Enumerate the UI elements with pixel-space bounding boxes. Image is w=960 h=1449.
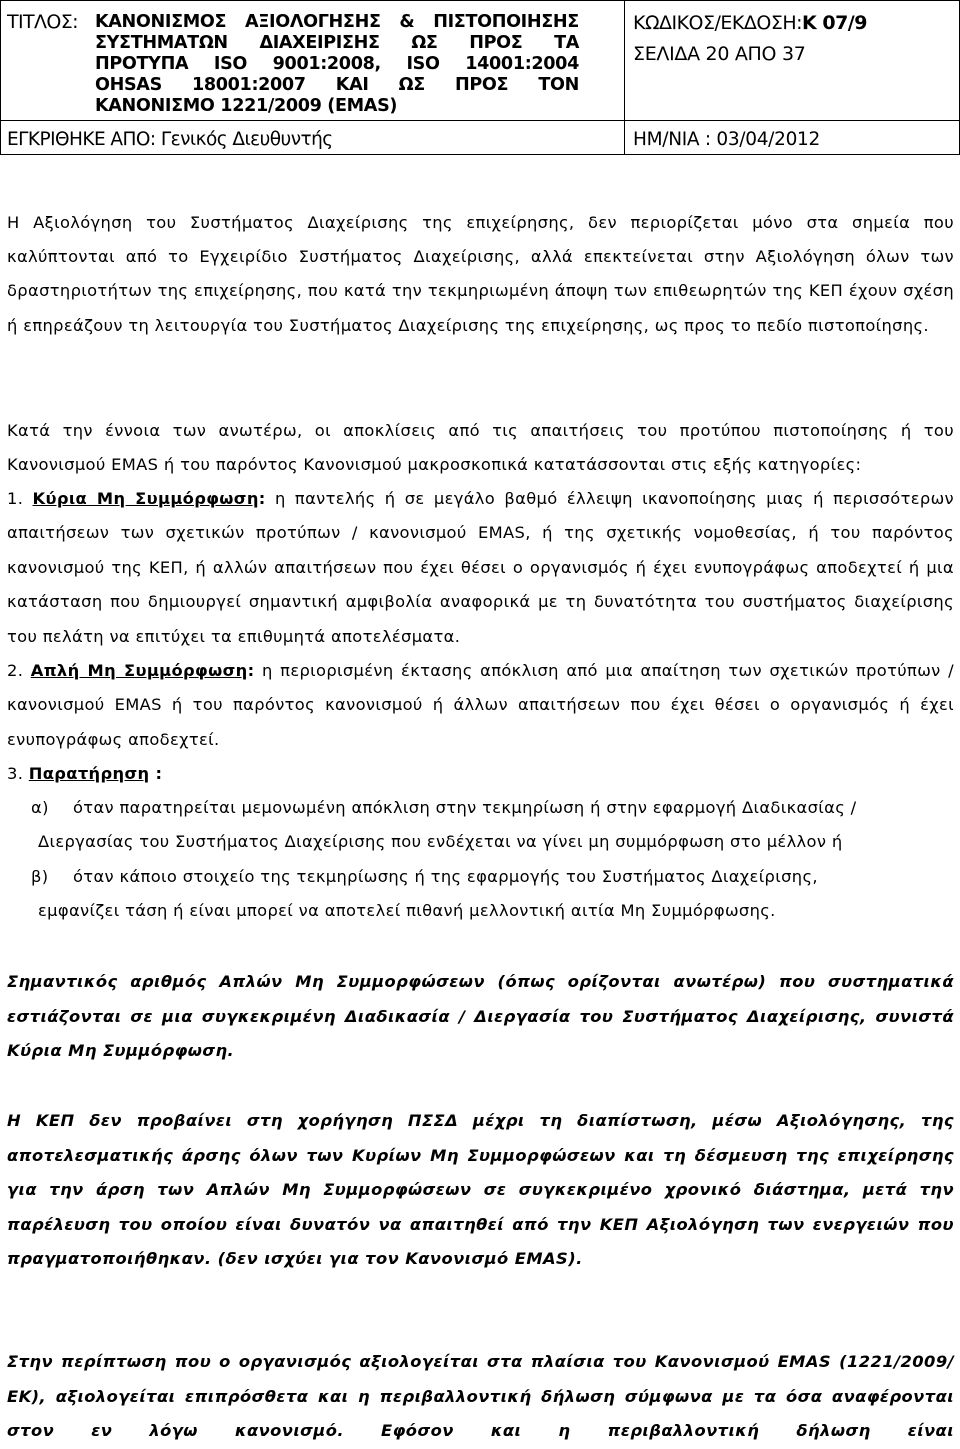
- title-word: ΤΑ: [554, 33, 579, 53]
- case-a-label: α): [31, 798, 49, 817]
- item-term: Παρατήρηση: [28, 764, 150, 783]
- case-b-label: β): [31, 867, 49, 886]
- observation-case-a: [31, 791, 954, 860]
- item-term: Κύρια Μη Συμμόρφωση: [32, 489, 259, 508]
- title-word: 9001:2008,: [272, 54, 381, 74]
- header-left-border: [0, 0, 1, 155]
- title-word: ISO: [406, 54, 440, 74]
- title-word: ΩΣ: [398, 75, 425, 95]
- item-observation: [7, 757, 954, 791]
- paragraph-certificate-issuance: Η ΚΕΠ δεν προβαίνει στη χορήγηση ΠΣΣΔ μέχρι τη διαπίστωση, μέσω Αξιολόγησης, της αποτελεσματικής άρσης όλων των Κυρίων Μη Συμμορφώσεων και τη δέσμευση της επιχείρησης για την άρση των Απλών Μη Συμμορφώσεων σε συγκεκριμένο χρονικό διάστημα, μετά την παρέλευση του οποίου είναι δυνατόν να απαιτηθεί από την ΚΕΠ Αξιολόγηση των ενεργειών που πραγματοποιήθηκαν. (δεν ισχύει για τον Κανονισμό EMAS).: [7, 1111, 954, 1269]
- page-info: ΣΕΛΙΔΑ 20 ΑΠΟ 37: [633, 43, 806, 65]
- title-word: ΠΡΟΣ: [469, 33, 523, 53]
- document-date: ΗΜ/ΝΙΑ : 03/04/2012: [633, 129, 820, 150]
- title-word: ΑΞΙΟΛΟΓΗΣΗΣ: [244, 12, 381, 32]
- document-code: [633, 13, 867, 34]
- item-minor-nonconformity: [7, 654, 954, 757]
- code-value: Κ 07/9: [802, 12, 867, 34]
- case-b-line-1: [31, 860, 954, 894]
- title-line-5: [95, 96, 579, 117]
- title-word: ΤΟΝ: [538, 75, 579, 95]
- title-word: ΚΑΝΟΝΙΣΜΟΣ: [95, 12, 227, 32]
- title-word: ΠΙΣΤΟΠΟΙΗΣΗΣ: [433, 12, 579, 32]
- paragraph-evaluation-scope: Η Αξιολόγηση του Συστήματος Διαχείρισης της επιχείρησης, δεν περιορίζεται μόνο στα σημεία που καλύπτονται από το Εγχειρίδιο Συστήματος Διαχείρισης, αλλά επεκτείνεται στην Αξιολόγηση όλων των δραστηριοτήτων της επιχείρησης, που κατά την τεκμηριωμένη άποψη των επιθεωρητών της ΚΕΠ έχουν σχέση ή επηρεάζουν τη λειτουργία του Συστήματος Διαχείρισης της επιχείρησης, ως προς το πεδίο πιστοποίησης.: [7, 213, 954, 335]
- document-title: [95, 12, 579, 117]
- title-word: 18001:2007: [191, 75, 306, 95]
- title-word: ΠΡΟΤΥΠΑ: [95, 54, 189, 74]
- title-line-2: [95, 33, 579, 54]
- header-column-divider: [624, 0, 625, 155]
- title-word: ISO: [213, 54, 247, 74]
- title-word: &: [399, 12, 415, 32]
- item-number: 1.: [7, 489, 24, 508]
- item-colon: :: [247, 661, 255, 680]
- case-b-text: όταν κάποιο στοιχείο της τεκμηρίωσης ή της εφαρμογής του Συστήματος Διαχείρισης,: [73, 867, 818, 886]
- header-row-divider: [0, 120, 960, 121]
- paragraph-deviation-categories: Κατά την έννοια των ανωτέρω, οι αποκλίσεις από τις απαιτήσεις του προτύπου πιστοποίησης ή του Κανονισμού EMAS ή του παρόντος Κανονισμού μακροσκοπικά κατατάσσονται στις εξής κατηγορίες:: [7, 421, 954, 475]
- title-prefix: ΤΙΤΛΟΣ:: [7, 11, 78, 33]
- case-a-line-1: [31, 791, 954, 825]
- title-line-3: [95, 54, 579, 75]
- header-bottom-border: [0, 154, 960, 155]
- paragraph-emas-evaluation: Στην περίπτωση που ο οργανισμός αξιολογείται στα πλαίσια του Κανονισμού EMAS (1221/2009/ΕΚ), αξιολογείται επιπρόσθετα και η περιβαλλοντική δήλωση σύμφωνα με τα όσα αναφέρονται στον εν λόγω κανονισμό. Εφόσον και η περιβαλλοντική δήλωση είναι: [7, 1352, 954, 1441]
- title-word: ΚΑΙ: [335, 75, 369, 95]
- item-major-nonconformity: [7, 482, 954, 654]
- item-text: η περιορισμένη έκτασης απόκλιση από μια απαίτηση των σχετικών προτύπων / κανονισμού EMAS ή του παρόντος κανονισμού ή άλλων απαιτήσεων που έχει θέσει ο οργανισμός ή έχει ενυπογράφως αποδεχτεί.: [7, 661, 954, 749]
- title-word: OHSAS: [95, 75, 162, 95]
- item-text: η παντελής ή σε μεγάλο βαθμό έλλειψη ικανοποίησης μιας ή περισσότερων απαιτήσεων των σχετικών προτύπων / κανονισμού EMAS, ή της σχετικής νομοθεσίας, ή του παρόντος κανονισμού της ΚΕΠ, ή αλλών απαιτήσεων που έχει θέσει ο οργανισμός ή έχει ενυπογράφως αποδεχτεί ή μια κατάσταση που δημιουργεί σημαντική αμφιβολία αναφορικά με τη δυνατότητα του συστήματος διαχείρισης του πελάτη να επιτύχει τα επιθυμητά αποτελέσματα.: [7, 489, 954, 646]
- title-word: ΚΑΝΟΝΙΣΜΟ 1221/2009 (EMAS): [95, 96, 398, 116]
- item-colon: :: [149, 764, 163, 783]
- title-line-4: [95, 75, 579, 96]
- case-a-line-2: Διεργασίας του Συστήματος Διαχείρισης που ενδέχεται να γίνει μη συμμόρφωση στο μέλλον ή: [38, 832, 843, 852]
- title-word: ΣΥΣΤΗΜΑΤΩΝ: [95, 33, 228, 53]
- title-word: ΔΙΑΧΕΙΡΙΣΗΣ: [259, 33, 380, 53]
- case-a-text: όταν παρατηρείται μεμονωμένη απόκλιση στην τεκμηρίωση ή στην εφαρμογή Διαδικασίας /: [73, 798, 857, 817]
- title-word: ΩΣ: [411, 33, 438, 53]
- item-number: 2.: [7, 661, 24, 680]
- title-word: 14001:2004: [465, 54, 579, 74]
- item-term: Απλή Μη Συμμόρφωση: [30, 661, 248, 680]
- title-line-1: [95, 12, 579, 33]
- observation-case-b: [31, 860, 954, 929]
- header-top-border: [0, 0, 960, 1]
- title-word: ΠΡΟΣ: [455, 75, 509, 95]
- case-b-line-2: εμφανίζει τάση ή είναι μπορεί να αποτελεί πιθανή μελλοντική αιτία Μη Συμμόρφωσης.: [38, 901, 776, 921]
- item-colon: :: [258, 489, 266, 508]
- paragraph-significant-minor: Σημαντικός αριθμός Απλών Μη Συμμορφώσεων (όπως ορίζονται ανωτέρω) που συστηματικά εστιάζονται σε μια συγκεκριμένη Διαδικασία / Διεργασία του Συστήματος Διαχείρισης, συνιστά Κύρια Μη Συμμόρφωση.: [7, 972, 954, 1061]
- approved-by: ΕΓΚΡΙΘΗΚΕ ΑΠΟ: Γενικός Διευθυντής: [7, 129, 333, 150]
- code-label: ΚΩΔΙΚΟΣ/ΕΚΔΟΣΗ:: [633, 12, 803, 34]
- item-number: 3.: [7, 764, 24, 783]
